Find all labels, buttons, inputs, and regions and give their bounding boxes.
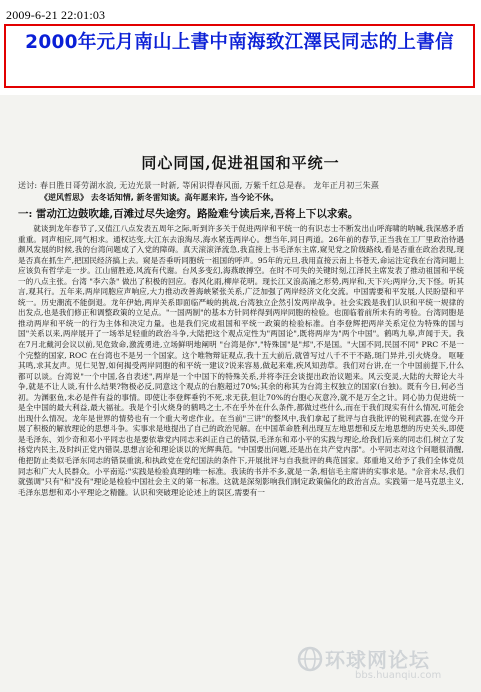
headline: 2000年元月南山上書中南海致江澤民同志的上書信: [25, 32, 454, 53]
timestamp: 2009-6-21 22:01:03: [6, 8, 106, 22]
article-paragraph: 就谈到龙年春节了,又值江八点发表五周年之际,听到许多关于促进两岸和平统一的有识志士不断发出山呼海啸的呐喊,我深感矛盾重重。同声相应,同气相求。通权达变,大江东去浪淘尽,海水紧连两岸心。想当年,同日两道。26年前的春节,正当我在工厂里政治待遇颇风发展的时候,我的台湾问题成了入党的障碍。真天滚滚泽流急,我直接上书毛泽东主席,窥见党之阶级路线,看是否重在政治表现,现是否真在抓生产,把国民经济搞上去。窥是否垂听同胞统一祖国的呼声。95年的元旦,我用直接云南上书苍天,命运注定我在台湾问题上应该负有哲学走一步。江山留胜迹,风流有代谢。台风多变幻,海燕敢搏空。在时不可失的关键时刻,江泽民主席发表了推动祖国和平统一的八点主张。台湾 "李六条" 做出了积极的回应。春风化雨,柳岸花明。现长江又浪高涌之形势,两岸和,天下兴;两岸分,天下怪。听其言,观其行。五年来,两岸同胞应声响应,大力推动改善海峡紧张关系,广泛加强了两岸经济文化交流。中国需要和平发展,人民盼望和平统一。历史潮流不能倒退。龙年伊始,两岸关系即面临严峻的挑战,台湾独立企然引发两岸战争。社会实践是我们认识和平统一规律的出发点,也是我们修正和调整政策的立足点。"一国两制"的基本方针同样得到两岸同胞的检验。也面临着前所未有的考验。台湾同胞是推动两岸和平统一的行为主体和决定力量。也是我们完成祖国和平统一政策的检验标准。自李登辉把两岸关系定位为特殊的国与国"关系以来,两岸展开了一场举足轻重的政治斗争,大陆把这个观点定性为"两国论",既将两岸为"两个中国"。鹤鸣九皋,声闻于天。我在7月北戴河会议以前,见危致命,激流勇进,立场鲜明地阐明 "台湾是你","特殊国"是"邦",不是国。"大国不同,民国不同" PRC 不是一个完整的国家, ROC 在台湾也不是另一个国家。这个唯物辩证观点,我十五大前后,就曾写过八千不干不路,斑门异并,引火烧身。 呕哑其鸣,求其友声。见仁见智,如何揭受两岸同胞的和平统一建议?说来容易,做起来难,疾风知劲草。我们对台讲,在一个中国前提下,什么都可以谈。台湾说"一个中国,各自表述",两岸是一个中国下的特殊关系,并将李汪会谈提出政治议题来。风云变灵,大陆的大辩论大斗争,就是不让人谈,有什么结果?物极必反,同意这个观点的台胞超过70%;其余的称其为台湾主权独立的国家(台独)。既有今日,何必当初。为渊驱鱼,未必是件有益的事情。即使让李登辉垂钓不死,求无获,但让70%的台胞心灰意冷,就不是万全之计。同心协力促进统一是全中国的最大利益,最大福祉。我是个引火烧身的鹤鸣之士,不在乎外在什么条件,都做过些什么,而在于我们现实有什么情况,可能会出现什么情况。龙年是世界的情势也有一个重大考虑作业。在当前"三讲"的整风中,我们拿起了批评与自我批评的锐利武器,在觉今开展了积极的解放理论的思想斗争。实事求是地提出了自己的政治见解。在中国革命胜利出现互左地思想和反左地思想的历史关头,即使是毛泽东、刘少奇和邓小平同志也是要依靠党内同志来纠正自己的错误,毛泽东和邓小平的实践与理论,给我们后来的同志们,树立了发扬党内民主,及时纠正党内错误,思想言论和理论谈以的光辉典范。"中国要出问题,还是出在共产党内部"。小平同志对这个问题很清醒,他把防止类似毛泽东同志的错误重演,和执政党在党纪国法的条件下,开展批评与自我批评的典范国家。郑重地又给予了我们全体党员同志和广大人民群众。小平南巡:"实践是检验真理的唯一标准。我读的书并不多,就是一条,相信毛主席讲的实事求是。"佘音未尽,我们就强调"只有"和"没有"理论是检验中国社会主义的第一标准。这就是深刻影响我们制定政策偏化的政治言点。实践第一是马克思主义,毛泽东思想和邓小平理论之精髓。认识和突破理论论述上的误区,需要有一: [18, 224, 464, 497]
article-body: [18, 224, 464, 498]
article-title: 同心同国,促进祖国和平统一: [141, 154, 340, 172]
headline-frame: [4, 24, 475, 88]
article-greeting: 送讨: 春日胜日哥劳湖水浪, 无边光景一时新, 等闲识得春风面, 万紫千红总是春。 龙年正月初三朱熹: [18, 181, 380, 190]
article-source-note: 《逆风哲思》 去冬话知情, 新冬雷知谈。高年愿来许, 当今论不休。: [40, 193, 279, 202]
globe-logo-icon: [297, 646, 323, 672]
page-header: [0, 0, 481, 95]
site-watermark: [297, 644, 467, 684]
article-subtitle: 一: 雷动江边鼓吹雄,百滩过尽失途穷。路险难兮读后来,吾将上下以求索。: [18, 208, 359, 220]
watermark-brand: 环球网论坛: [325, 648, 430, 672]
watermark-url: bbs.huanqiu.com: [355, 670, 442, 681]
